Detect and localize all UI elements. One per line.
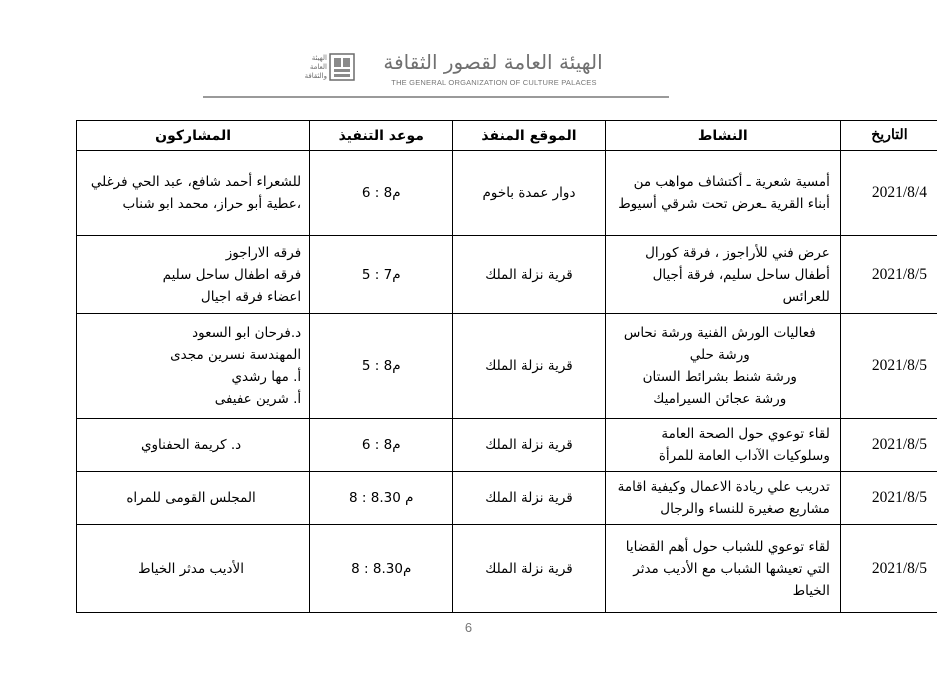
- cell-location: قرية نزلة الملك: [453, 472, 605, 525]
- cell-date: 2021/8/5: [840, 472, 937, 525]
- logo-text-line: الهيئة: [311, 54, 327, 62]
- cell-date: 2021/8/5: [840, 314, 937, 419]
- cell-date: 2021/8/5: [840, 236, 937, 314]
- cell-location: قرية نزلة الملك: [453, 525, 605, 613]
- header-activity: النشاط: [605, 121, 840, 151]
- page-number: 6: [464, 620, 473, 635]
- logo-text-line: العامة: [309, 63, 327, 71]
- cell-location: دوار عمدة باخوم: [453, 151, 605, 236]
- cell-time: [310, 525, 453, 613]
- header-time: موعد التنفيذ: [310, 121, 453, 151]
- time-value: 8 : 8.30م: [351, 560, 412, 577]
- organization-name-english: THE GENERAL ORGANIZATION OF CULTURE PALACES: [391, 78, 597, 87]
- table-row: [77, 236, 937, 314]
- table-header-row: [77, 121, 937, 151]
- cell-activity: لقاء توعوي حول الصحة العامة وسلوكيات الآداب العامة للمرأة: [605, 419, 840, 472]
- cell-participants: الأديب مدثر الخياط: [77, 525, 310, 613]
- time-value: 5 : 8م: [361, 358, 401, 374]
- logo: [289, 48, 359, 88]
- cell-participants: للشعراء أحمد شافع، عبد الحي فرغلي ،عطية أبو حراز، محمد ابو شناب: [77, 151, 310, 236]
- cell-participants: د. كريمة الحفناوي: [77, 419, 310, 472]
- organization-name-arabic: الهيئة العامة لقصور الثقافة: [383, 50, 603, 74]
- table-row: [77, 151, 937, 236]
- cell-date: 2021/8/4: [840, 151, 937, 236]
- cell-time: [310, 314, 453, 419]
- header-date: التاريخ: [840, 121, 937, 151]
- cell-time: [310, 419, 453, 472]
- table-row: [77, 472, 937, 525]
- activity-schedule-table: [76, 120, 937, 613]
- cell-activity: أمسية شعرية ـ أكتشاف مواهب من أبناء القرية ـعرض تحت شرقي أسيوط: [605, 151, 840, 236]
- time-value: 6 : 8م: [361, 185, 401, 201]
- cell-time: [310, 236, 453, 314]
- logo-text-line: والثقافة: [304, 72, 327, 80]
- logo-text: [289, 54, 327, 81]
- cell-participants: فرقه الاراجوز فرقه اطفال ساحل سليم اعضاء فرقه اجيال: [77, 236, 310, 314]
- cell-date: 2021/8/5: [840, 419, 937, 472]
- cell-activity: عرض فني للأراجوز ، فرقة كورال أطفال ساحل سليم، فرقة أجيال للعرائس: [605, 236, 840, 314]
- page-header: [203, 40, 669, 98]
- cell-time: [310, 151, 453, 236]
- table-row: [77, 314, 937, 419]
- header-participants: المشاركون: [77, 121, 310, 151]
- table-row: [77, 525, 937, 613]
- cell-activity: لقاء توعوي للشباب حول أهم القضايا التي تعيشها الشباب مع الأديب مدثر الخياط: [605, 525, 840, 613]
- time-value: 8 : 8.30 م: [349, 490, 414, 506]
- time-value: 6 : 8م: [361, 437, 401, 453]
- cell-location: قرية نزلة الملك: [453, 314, 605, 419]
- header-location: الموقع المنفذ: [453, 121, 605, 151]
- cell-activity: تدريب علي ريادة الاعمال وكيفية اقامة مشاريع صغيرة للنساء والرجال: [605, 472, 840, 525]
- cell-location: قرية نزلة الملك: [453, 236, 605, 314]
- cell-activity: فعاليات الورش الفنية ورشة نحاس ورشة حلي ورشة شنط بشرائط الستان ورشة عجائن السيراميك: [605, 314, 840, 419]
- cell-participants: المجلس القومى للمراه: [77, 472, 310, 525]
- cell-time: [310, 472, 453, 525]
- table-row: [77, 419, 937, 472]
- header-divider: [203, 96, 669, 98]
- cell-participants: د.فرحان ابو السعود المهندسة نسرين مجدى أ. مها رشدي أ. شرين عفيفى: [77, 314, 310, 419]
- cell-date: 2021/8/5: [840, 525, 937, 613]
- time-value: 5 : 7م: [361, 266, 401, 283]
- culture-palaces-logo-icon: [329, 52, 355, 82]
- cell-location: قرية نزلة الملك: [453, 419, 605, 472]
